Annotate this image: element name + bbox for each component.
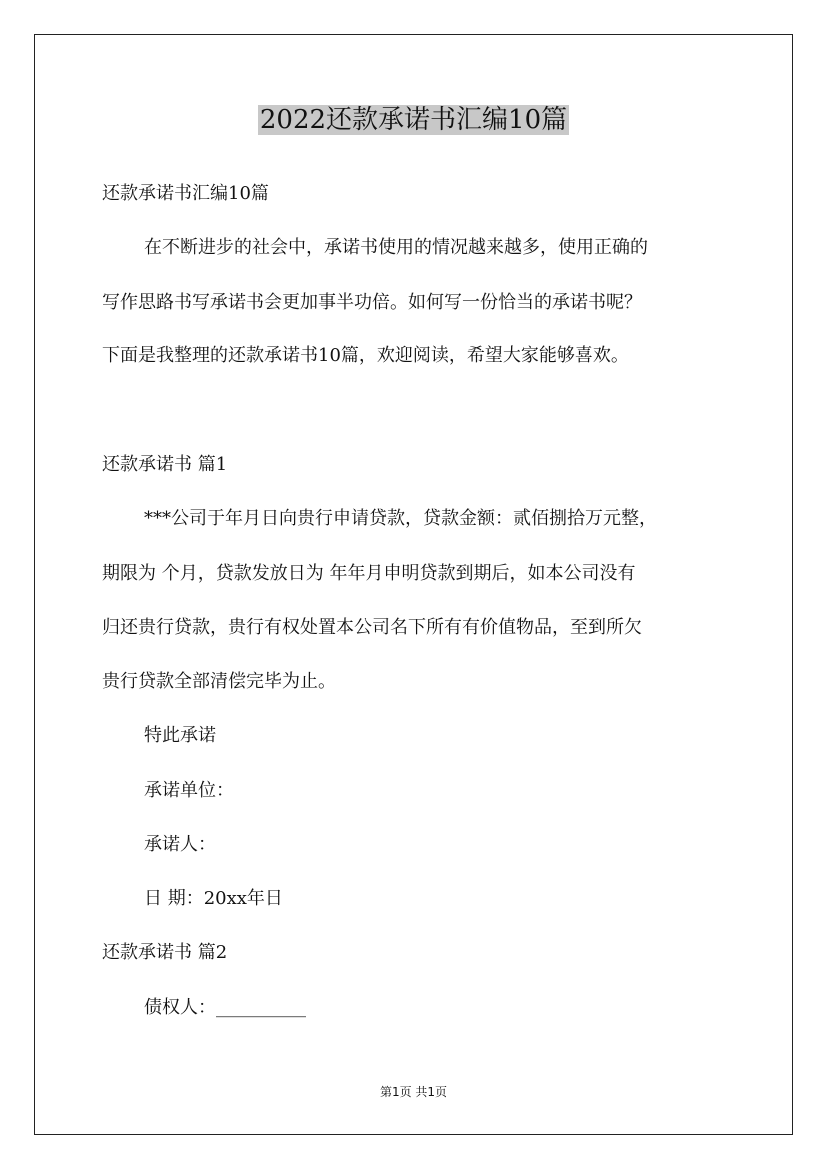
intro-line-2: 写作思路书写承诺书会更加事半功倍。如何写一份恰当的承诺书呢？ — [102, 292, 642, 313]
date-label: 日 期：20xx年日 — [144, 888, 283, 909]
creditor-label: 债权人：__________ — [144, 997, 306, 1018]
pledge-statement: 特此承诺 — [144, 725, 216, 746]
document-title: 2022还款承诺书汇编10篇 — [259, 105, 568, 135]
page-number: 第1页 共1页 — [379, 1085, 448, 1099]
section-heading-1: 还款承诺书 篇1 — [102, 454, 228, 475]
pledger-label: 承诺人： — [144, 834, 216, 855]
intro-line-1: 在不断进步的社会中，承诺书使用的情况越来越多，使用正确的 — [144, 237, 648, 258]
section-heading-2: 还款承诺书 篇2 — [102, 942, 228, 963]
body-line-2: 期限为 个月，贷款发放日为 年年月申明贷款到期后，如本公司没有 — [102, 563, 636, 584]
body-line-4: 贵行贷款全部清偿完毕为止。 — [102, 671, 336, 692]
body-line-1: ***公司于年月日向贵行申请贷款，贷款金额：贰佰捌拾万元整， — [144, 508, 657, 529]
pledge-unit-label: 承诺单位： — [144, 780, 234, 801]
intro-line-3: 下面是我整理的还款承诺书10篇，欢迎阅读，希望大家能够喜欢。 — [102, 345, 629, 366]
subtitle: 还款承诺书汇编10篇 — [102, 183, 269, 204]
body-line-3: 归还贵行贷款，贵行有权处置本公司名下所有有价值物品，至到所欠 — [102, 617, 642, 638]
